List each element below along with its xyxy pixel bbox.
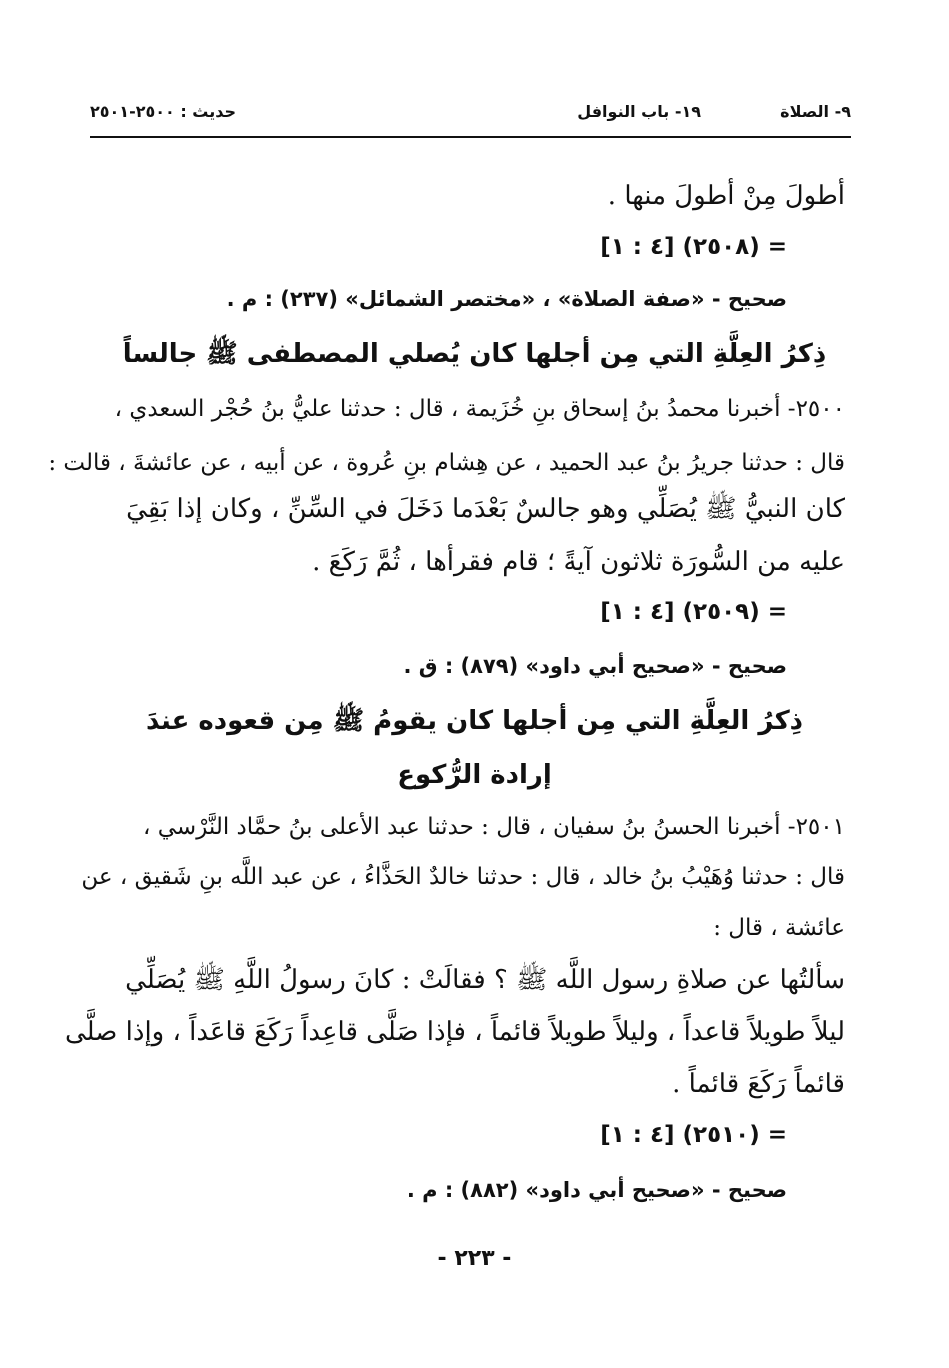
hadith-2501-line-1: ٢٥٠١- أخبرنا الحسنُ بنُ سفيان ، قال : حدثنا عبد الأعلى بنُ حمَّاد النَّرْسي ، bbox=[143, 814, 845, 840]
hadith-2501-line-3: عائشة ، قال : bbox=[713, 915, 845, 941]
chapter-title-1: ذِكرُ العِلَّةِ التي مِن أجلها كان يُصلي المصطفى ﷺ جالساً bbox=[122, 339, 827, 369]
hadith-2500-line-3: كان النبيُّ ﷺ يُصَلِّي وهو جالسٌ بَعْدَما دَخَلَ في السِّنِّ ، وكان إذا بَقِيَ bbox=[126, 494, 845, 524]
chapter-label: ٩- الصلاة bbox=[780, 102, 851, 121]
reference-2510: = (٢٥١٠) [٤ : ١] bbox=[600, 1122, 787, 1148]
header-rule bbox=[90, 136, 851, 138]
section-label: ١٩- باب النوافل bbox=[577, 102, 701, 121]
hadith-2501-line-4: سألتُها عن صلاةِ رسول اللَّه ﷺ ؟ فقالَتْ : كانَ رسولُ اللَّهِ ﷺ يُصَلِّي bbox=[125, 965, 845, 995]
chapter-title-2-line-1: ذِكرُ العِلَّةِ التي مِن أجلها كان يقومُ ﷺ مِن قعوده عندَ bbox=[145, 706, 804, 736]
hadith-2501-line-6: قائماً رَكَعَ قائماً . bbox=[672, 1069, 845, 1099]
reference-2508: = (٢٥٠٨) [٤ : ١] bbox=[600, 234, 787, 260]
grading-2509: صحيح - «صحيح أبي داود» (٨٧٩) : ق . bbox=[403, 654, 787, 678]
running-header bbox=[90, 96, 851, 130]
hadith-2500-line-1: ٢٥٠٠- أخبرنا محمدُ بنُ إسحاق بنِ خُزَيمة ، قال : حدثنا عليُّ بنُ حُجْر السعدي ، bbox=[114, 396, 845, 422]
hadith-range-label: حديث : ٢٥٠٠-٢٥٠١ bbox=[90, 102, 237, 121]
chapter-title-2-line-2: إرادة الرُّكوع bbox=[397, 760, 552, 790]
hadith-2500-line-4: عليه من السُّورَة ثلاثون آيةً ؛ قام فقرأها ، ثُمَّ رَكَعَ . bbox=[312, 547, 845, 577]
grading-2508: صحيح - «صفة الصلاة» ، «مختصر الشمائل» (٢٣٧) : م . bbox=[226, 287, 787, 311]
hadith-2501-line-5: ليلاً طويلاً قاعداً ، وليلاً طويلاً قائماً ، فإذا صَلَّى قاعِداً رَكَعَ قاعَداً ، وإذا صلَّى bbox=[65, 1017, 845, 1047]
hadith-2500-line-2: قال : حدثنا جريرُ بنُ عبد الحميد ، عن هِشام بنِ عُروة ، عن أبيه ، عن عائشةَ ، قالت : bbox=[48, 450, 845, 476]
page-number: - ٢٢٣ - bbox=[437, 1246, 512, 1271]
reference-2509: = (٢٥٠٩) [٤ : ١] bbox=[600, 599, 787, 625]
continuation-line: أطولَ مِنْ أطولَ منها . bbox=[607, 181, 845, 211]
hadith-2501-line-2: قال : حدثنا وُهَيْبُ بنُ خالد ، قال : حدثنا خالدٌ الحَذَّاءُ ، عن عبد اللَّه بنِ شَقيق ، عن bbox=[81, 864, 845, 890]
grading-2510: صحيح - «صحيح أبي داود» (٨٨٢) : م . bbox=[406, 1178, 787, 1202]
